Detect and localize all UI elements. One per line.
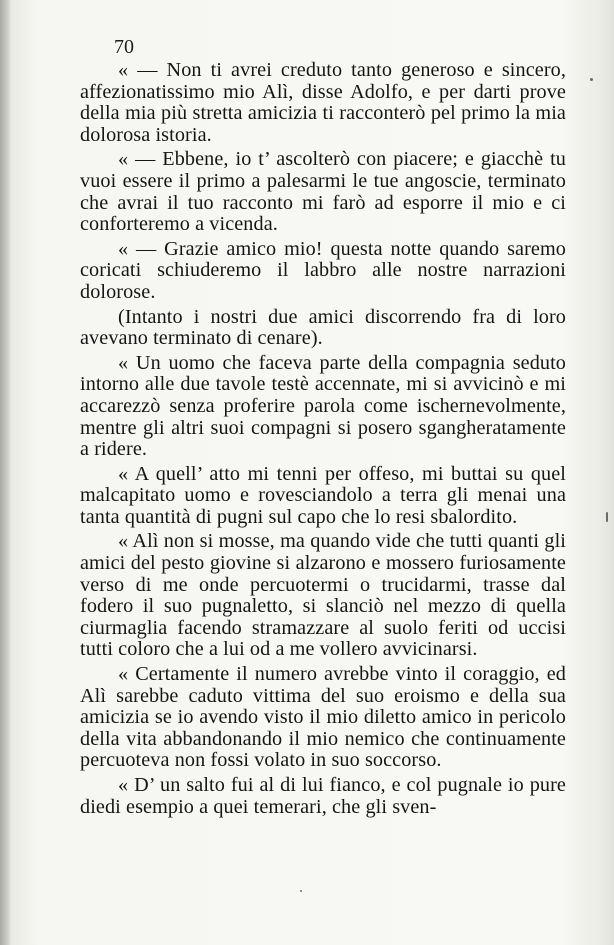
paragraph-9: « D’ un salto fui al di lui fianco, e col pugnale io pure diedi esempio a quei temerari, che gli sven- [80, 774, 566, 818]
page-binding-edge [0, 0, 10, 945]
paragraph-2: « — Ebbene, io t’ ascolterò con piacere; e giacchè tu vuoi essere il primo a palesarmi le tue angoscie, terminato che avrai il tuo racconto mi farò ad esporre il mio e ci conforteremo a vicenda. [80, 148, 566, 236]
body-text [80, 60, 566, 821]
paragraph-4: (Intanto i nostri due amici discorrendo fra di loro avevano terminato di cenare). [80, 305, 566, 350]
paragraph-5: « Un uomo che faceva parte della compagnia seduto intorno alle due tavole testè accennate, mi si avvicinò e mi accarezzò senza proferire parola come ischernevolmente, mentre gli altri suoi compagni si posero sgangheratamente a ridere. [80, 351, 566, 461]
paragraph-8: « Certamente il numero avrebbe vinto il coraggio, ed Alì sarebbe caduto vittima del suo eroismo e della sua amicizia se io avendo visto il mio diletto amico in pericolo della vita abbandonando il mio nemico che continuamente percuoteva non fossi volato in suo soccorso. [80, 663, 566, 772]
page-number: 70 [114, 36, 134, 58]
print-speck [590, 78, 593, 81]
print-speck [300, 890, 302, 892]
paragraph-7: « Alì non si mosse, ma quando vide che tutti quanti gli amici del pesto giovine si alzarono e mossero furiosamente verso di me onde percuotermi o trucidarmi, trasse dal fodero il suo pugnaletto, si slanciò nel mezzo di quella ciurmaglia facendo stramazzare al suolo feriti od uccisi tutti coloro che a lui od a me vollero avvicinarsi. [80, 530, 566, 661]
paragraph-3: « — Grazie amico mio! questa notte quando saremo coricati schiuderemo il labbro alle nostre narrazioni dolorose. [80, 237, 566, 303]
paragraph-1: « — Non ti avrei creduto tanto generoso e sincero, affezionatissimo mio Alì, disse Adolfo, e per darti prove della mia più stretta amicizia ti racconterò pel primo la mia dolorosa istoria. [80, 59, 566, 146]
paragraph-6: « A quell’ atto mi tenni per offeso, mi buttai su quel malcapitato uomo e rovesciandolo a terra gli menai una tanta quantità di pugni sul capo che lo resi sbalordito. [80, 462, 566, 528]
print-speck [606, 512, 608, 522]
